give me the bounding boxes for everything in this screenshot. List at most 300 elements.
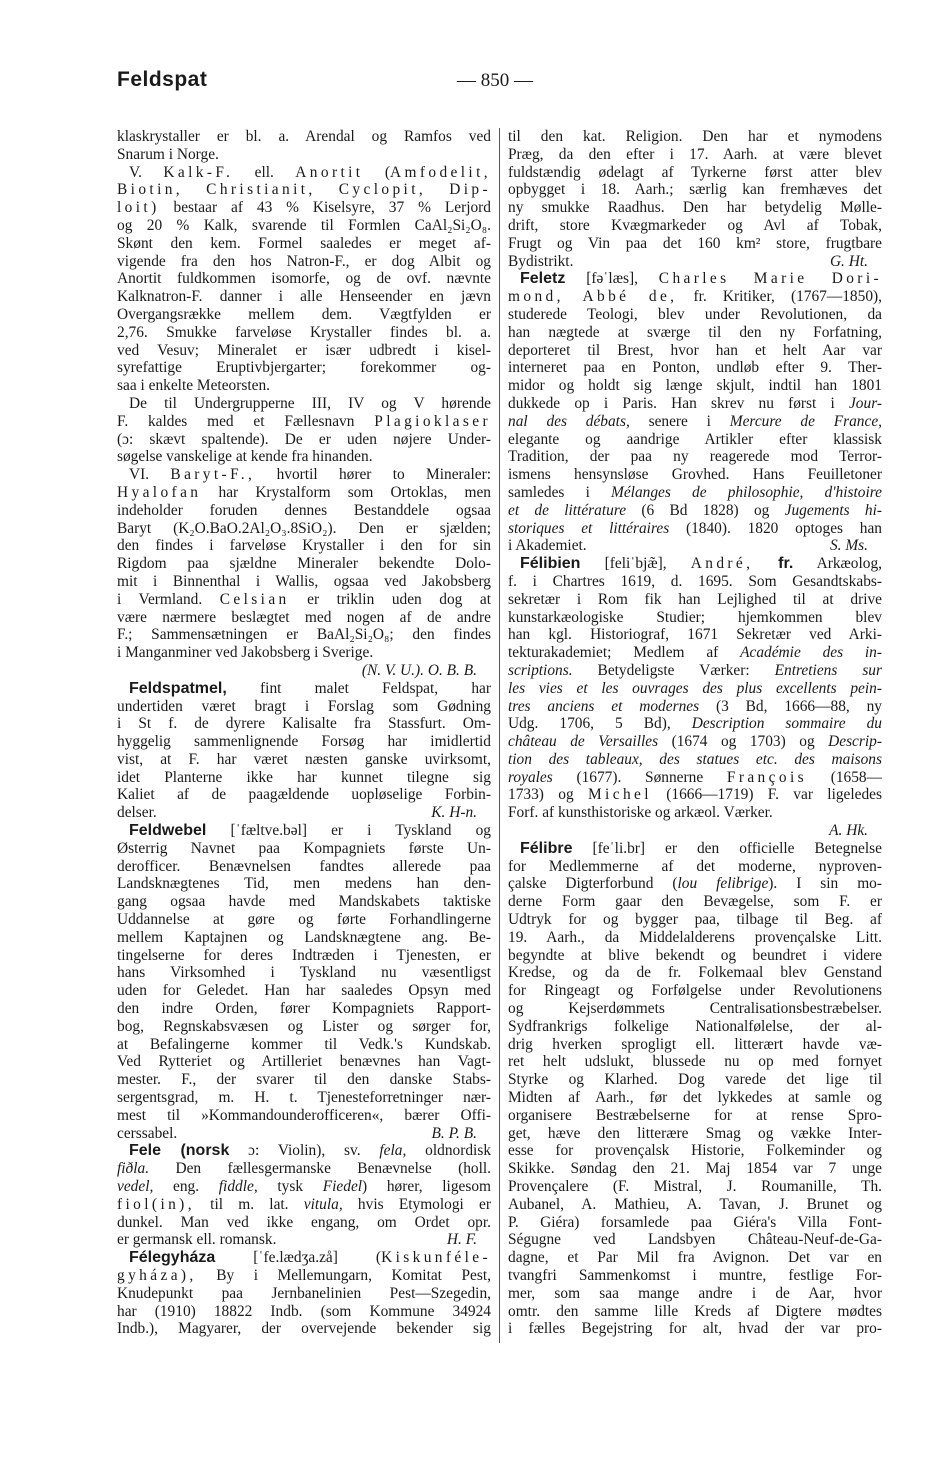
text-line bbox=[508, 1018, 882, 1036]
text-segment: dukkede op i Paris. Han skrev nu først i bbox=[508, 394, 849, 412]
text-segment: (ɔ: skævt spaltende). De er uden nøjere Under- bbox=[117, 430, 491, 448]
spaced-text: mond, Abbé de, bbox=[508, 288, 678, 306]
text-segment: har (1910) 18822 Indb. (som Kommune 34924 bbox=[117, 1302, 491, 1320]
text-line bbox=[508, 342, 882, 360]
text-line bbox=[117, 626, 491, 644]
author-signature-line bbox=[117, 662, 491, 680]
text-line bbox=[508, 270, 882, 288]
text-segment: Bydistrikt. bbox=[508, 252, 574, 270]
text-line bbox=[508, 1231, 882, 1249]
spaced-text: Kalk-F. bbox=[163, 163, 234, 181]
text-line bbox=[508, 751, 882, 769]
text-line bbox=[117, 1000, 491, 1018]
text-segment: ret helt udslukt, blussede nu op med fornyet bbox=[508, 1053, 882, 1071]
text-line bbox=[508, 698, 882, 716]
spaced-text: Michel bbox=[587, 786, 652, 804]
text-segment: Rigdom paa sjældne Mineraler bekendte Dolo- bbox=[117, 555, 491, 573]
text-line bbox=[508, 591, 882, 609]
text-line bbox=[508, 1214, 882, 1232]
spaced-text: André, bbox=[690, 555, 754, 573]
text-segment: A. Hk. bbox=[829, 822, 868, 840]
text-line bbox=[117, 342, 491, 360]
text-line bbox=[508, 288, 882, 306]
text-line bbox=[508, 1036, 882, 1054]
text-segment: samledes i bbox=[508, 483, 612, 501]
text-line bbox=[508, 377, 882, 395]
text-line bbox=[117, 537, 491, 555]
text-segment: (1674 og 1703) og bbox=[658, 733, 829, 751]
text-segment: tingelserne for deres Indtræden i Tjenesten, er bbox=[117, 946, 491, 964]
text-segment: De til Undergrupperne III, IV og V hørende bbox=[129, 394, 491, 412]
text-segment: undertiden været bragt i Forslag som Gødning bbox=[117, 697, 491, 715]
text-segment: fr. Kritiker, (1767—1850), bbox=[677, 288, 882, 306]
text-segment: Den fællesgermanske Benævnelse (holl. bbox=[149, 1160, 491, 1178]
text-line bbox=[117, 804, 491, 822]
text-segment: søgelse vanskelige at kende fra hinanden. bbox=[117, 448, 373, 466]
text-segment: hans Virksomhed i Tyskland nu væsentligst bbox=[117, 964, 491, 982]
text-segment: delser. bbox=[117, 804, 157, 822]
text-segment: Forf. af kunsthistoriske og arkæol. Værker. bbox=[508, 804, 773, 822]
text-segment: Indb.), Magyarer, der overvejende bekender sig bbox=[117, 1320, 491, 1338]
text-line bbox=[508, 609, 882, 627]
text-segment: kunstarkæologiske Studier; hjemkommen blev bbox=[508, 608, 882, 626]
text-line bbox=[117, 1125, 491, 1143]
text-segment: Landsknægtenes Tid, men medens han den- bbox=[117, 875, 491, 893]
text-segment: ismens hensynsløse Grovhed. Hans Feuilletoner bbox=[508, 466, 882, 484]
text-segment: Knudepunkt paa Jernbanelinien Pest—Szegedin, bbox=[117, 1284, 491, 1302]
text-line bbox=[117, 1267, 491, 1285]
text-line bbox=[508, 733, 882, 751]
headword: Feldwebel bbox=[129, 822, 207, 840]
text-line bbox=[508, 235, 882, 253]
text-line bbox=[508, 537, 882, 555]
text-segment: Arkæolog, bbox=[793, 555, 882, 573]
text-line bbox=[508, 1071, 882, 1089]
text-line bbox=[508, 964, 882, 982]
text-line bbox=[508, 715, 882, 733]
text-line bbox=[508, 431, 882, 449]
text-line bbox=[508, 1160, 882, 1178]
text-segment: Baryt (K₂O.BaO.2Al₂O₃.8SiO₂). Den er sjælden; bbox=[117, 519, 491, 537]
italic-text: vedel, bbox=[117, 1178, 154, 1196]
text-segment: er germansk ell. romansk. bbox=[117, 1231, 277, 1249]
text-line bbox=[117, 235, 491, 253]
text-line bbox=[117, 751, 491, 769]
headword: Félibien bbox=[520, 555, 581, 573]
italic-text: Entretiens sur bbox=[774, 661, 882, 679]
text-line bbox=[508, 1320, 882, 1338]
text-segment: ) hører, ligesom bbox=[362, 1178, 491, 1196]
text-segment: esse for provençalsk Historie, Folkeminder og bbox=[508, 1142, 882, 1160]
text-segment: til m. lat. bbox=[194, 1195, 304, 1213]
headword: (norsk bbox=[161, 1142, 230, 1160]
italic-text: tres anciens et modernes bbox=[508, 697, 700, 715]
spaced-text: François bbox=[726, 768, 807, 786]
text-segment: P. Giéra) forsamlede paa Giéra's Villa Font- bbox=[508, 1213, 882, 1231]
text-line bbox=[117, 306, 491, 324]
page-number: — 850 — bbox=[457, 70, 533, 91]
text-line bbox=[117, 1036, 491, 1054]
text-segment: (1840). 1820 optoges han bbox=[669, 519, 882, 537]
text-segment: Tradition, der paa ny reagerede mod Terror- bbox=[508, 448, 882, 466]
text-segment: være nærmere beslægtet med nogen af de andre bbox=[117, 608, 491, 626]
text-line bbox=[508, 217, 882, 235]
spaced-text: loit) bbox=[117, 199, 160, 217]
italic-text: vitula, bbox=[303, 1195, 343, 1213]
text-line bbox=[508, 804, 882, 822]
text-line bbox=[117, 786, 491, 804]
text-segment: ɔ: Violin), sv. bbox=[229, 1142, 380, 1160]
text-line bbox=[508, 520, 882, 538]
text-segment: i St f. de dyrere Kalisalte fra Stassfurt. Om- bbox=[117, 715, 491, 733]
text-line bbox=[117, 502, 491, 520]
text-segment: [fəˈlæs], bbox=[565, 270, 659, 288]
text-line bbox=[508, 893, 882, 911]
text-segment: eng. bbox=[153, 1178, 219, 1196]
text-line bbox=[117, 1214, 491, 1232]
text-line bbox=[117, 1285, 491, 1303]
text-segment: opbygget i 18. Aarh.; særlig kan fremhæves det bbox=[508, 181, 882, 199]
text-line bbox=[117, 715, 491, 733]
text-line bbox=[117, 1249, 491, 1267]
text-segment: drift, store Kvægmarkeder og Avl af Tobak, bbox=[508, 216, 882, 234]
text-segment: 2,76. Smukke farveløse Krystaller findes bl. a. bbox=[117, 323, 491, 341]
text-line bbox=[508, 502, 882, 520]
italic-text: et de littérature bbox=[508, 501, 627, 519]
text-segment: get, hæve den litterære Smag og vække Inter- bbox=[508, 1124, 882, 1142]
text-line bbox=[117, 324, 491, 342]
text-line bbox=[508, 164, 882, 182]
text-line bbox=[117, 769, 491, 787]
text-line bbox=[117, 146, 491, 164]
text-line bbox=[117, 733, 491, 751]
text-line bbox=[508, 413, 882, 431]
text-segment: çalske Digterforbund ( bbox=[508, 875, 678, 893]
text-line bbox=[117, 520, 491, 538]
text-line bbox=[508, 875, 882, 893]
spaced-text: Charles Marie Dori- bbox=[658, 270, 883, 288]
text-line bbox=[508, 840, 882, 858]
spaced-text: Baryt-F., bbox=[170, 466, 256, 484]
text-segment: han nægtede at sværge til den ny Forfatning, bbox=[508, 323, 882, 341]
text-segment: tvangfri Sammenkomst i muntre, festlige For- bbox=[508, 1267, 882, 1284]
text-line bbox=[117, 982, 491, 1000]
author-signature: H. F. bbox=[446, 1231, 477, 1249]
text-line bbox=[508, 324, 882, 342]
italic-text: Descrip- bbox=[828, 733, 882, 751]
spaced-text: Amfodelit, bbox=[390, 163, 491, 181]
author-signature: B. P. B. bbox=[431, 1124, 477, 1142]
text-segment: gang ogsaa havde med Mandskabets taktiske bbox=[117, 893, 491, 911]
text-line bbox=[117, 1018, 491, 1036]
spaced-text: Celsian bbox=[219, 590, 290, 608]
text-line bbox=[508, 680, 882, 698]
text-segment: sergentsgrad, m. H. t. Tjenesteforretninger nær- bbox=[117, 1089, 491, 1107]
text-line bbox=[117, 644, 491, 662]
italic-text: Mercure de France, bbox=[729, 412, 882, 430]
text-segment: elegante og aandrige Artikler efter klassisk bbox=[508, 430, 882, 448]
text-segment: Anortit fuldkommen isomorfe, og de ovf. nævnte bbox=[117, 270, 491, 288]
text-line bbox=[117, 822, 491, 840]
text-line bbox=[508, 448, 882, 466]
text-line bbox=[117, 413, 491, 431]
text-line bbox=[508, 1303, 882, 1321]
text-segment: VI. bbox=[129, 466, 171, 484]
text-segment: og 20 % Kalk, svarende til Formlen CaAl₂Si₂O₈. bbox=[117, 216, 491, 234]
text-segment: [feliˈbjæ̃], bbox=[580, 555, 691, 573]
text-segment: Sydfrankrigs folkelige Nationalfølelse, der al- bbox=[508, 1017, 882, 1035]
text-line bbox=[117, 1196, 491, 1214]
author-signature: K. H-n. bbox=[431, 804, 477, 822]
italic-text: Mélanges de philosophie, d'histoire bbox=[611, 483, 883, 501]
text-segment: Kalknatron-F. danner i alle Henseender en jævn bbox=[117, 288, 491, 306]
column-divider bbox=[499, 128, 500, 1343]
text-line bbox=[508, 1000, 882, 1018]
text-segment: ny smukke Raadhus. Den har betydelig Mølle- bbox=[508, 199, 882, 217]
text-line bbox=[117, 1071, 491, 1089]
text-segment: mellem Kaptajnen og Landsknægtene ang. Be- bbox=[117, 928, 491, 946]
italic-text: scriptions. bbox=[508, 661, 573, 679]
text-segment: [ˈfe.lædʒa.zå] ( bbox=[215, 1249, 382, 1267]
text-line bbox=[117, 1231, 491, 1249]
text-line bbox=[508, 1178, 882, 1196]
text-segment: dagne, et Par Mil fra Avignon. Det var en bbox=[508, 1249, 882, 1267]
text-segment: han kgl. Historiograf, 1671 Sekretær ved Arki- bbox=[508, 626, 882, 644]
text-line bbox=[117, 875, 491, 893]
text-segment: ( bbox=[363, 163, 390, 181]
text-line bbox=[117, 698, 491, 716]
text-segment: (1658— bbox=[806, 768, 882, 786]
text-line bbox=[117, 555, 491, 573]
text-segment: V. bbox=[129, 163, 164, 181]
text-line bbox=[117, 947, 491, 965]
text-segment: i Manganminer ved Jakobsberg i Sverige. bbox=[117, 644, 374, 662]
text-segment: omtr. den samme lille Kreds af Digtere mødtes bbox=[508, 1302, 882, 1320]
text-segment: (6 Bd 1828) og bbox=[626, 501, 785, 519]
text-line bbox=[508, 982, 882, 1000]
text-segment: den indre Orden, fører Kompagniets Rapport- bbox=[117, 1000, 491, 1018]
spaced-text: Hyalofan bbox=[117, 483, 202, 501]
text-line bbox=[508, 466, 882, 484]
text-segment: vist, at F. har været næsten ganske uvirksomt, bbox=[117, 750, 491, 768]
text-segment: Kredse, og da de fr. Folkemaal blev Genstand bbox=[508, 964, 882, 982]
text-line bbox=[508, 1285, 882, 1303]
text-segment: Midten af Aarh., før det lykkedes at samle og bbox=[508, 1089, 882, 1107]
text-segment: interneret paa en Ponton, undløb efter 9. Ther- bbox=[508, 359, 882, 377]
text-segment: Udtryk for og bygger paa, tilbage til Beg. af bbox=[508, 911, 882, 929]
text-segment: saa i enkelte Meteorsten. bbox=[117, 377, 270, 395]
text-segment: at Befalingerne kommer til Vedk.'s Kundskab. bbox=[117, 1035, 491, 1053]
text-line bbox=[508, 947, 882, 965]
text-segment: har Krystalform som Ortoklas, men bbox=[201, 483, 491, 501]
text-segment: derofficer. Benævnelsen fandtes allerede paa bbox=[117, 857, 491, 875]
italic-text: storiques et littéraires bbox=[508, 519, 670, 537]
text-line bbox=[117, 377, 491, 395]
text-segment: for Ringeagt og Forfølgelse under Revolutionens bbox=[508, 982, 882, 1000]
headword: Félibre bbox=[520, 839, 573, 857]
text-segment: uden for Geledet. Han har saaledes Opsyn med bbox=[117, 982, 491, 1000]
spaced-text: Plagioklaser bbox=[374, 412, 491, 430]
text-line bbox=[117, 288, 491, 306]
text-line bbox=[117, 128, 491, 146]
text-segment: syrefattige Eruptivbjergarter; forekommer og- bbox=[117, 359, 491, 377]
text-line bbox=[508, 1249, 882, 1267]
author-signature: G. Ht. bbox=[829, 252, 868, 270]
text-line bbox=[508, 644, 882, 662]
text-segment: sekretær i Rom fik han Lejlighed til at drive bbox=[508, 590, 882, 608]
running-head: Feldspat bbox=[117, 68, 208, 91]
text-line bbox=[117, 680, 491, 698]
italic-text: château de Versailles bbox=[508, 733, 659, 751]
text-line bbox=[117, 1053, 491, 1071]
headword: Feletz bbox=[520, 270, 566, 288]
italic-text: Jugements hi- bbox=[784, 501, 883, 519]
italic-text: Académie des in- bbox=[740, 644, 883, 662]
text-line bbox=[117, 964, 491, 982]
text-segment: i Vermland. bbox=[117, 590, 220, 608]
text-segment: ved Vesuv; Mineralet er især udbredt i kisel- bbox=[117, 341, 491, 359]
text-segment: (1677). Sønnerne bbox=[552, 768, 727, 786]
text-segment: den findes i farveløse Krystaller i den for sin bbox=[117, 537, 491, 555]
text-line bbox=[508, 555, 882, 573]
text-segment: organisere Bestræbelserne for at rense Spro- bbox=[508, 1106, 882, 1124]
text-line bbox=[508, 1053, 882, 1071]
text-segment: Styrke og Klarhed. Dog varede det lige til bbox=[508, 1071, 882, 1089]
italic-text: fiddle, bbox=[218, 1178, 258, 1196]
italic-text: Fiedel bbox=[322, 1178, 363, 1196]
text-line bbox=[508, 1196, 882, 1214]
text-segment: hvortil hører to Mineraler: bbox=[255, 466, 492, 484]
text-line bbox=[117, 929, 491, 947]
text-segment: og Kejserdømmets Centralisationsbestræbelser. bbox=[508, 1000, 882, 1018]
text-segment: (1666—1719) F. var ligeledes bbox=[651, 786, 883, 804]
text-line bbox=[117, 466, 491, 484]
text-line bbox=[117, 1142, 491, 1160]
text-line bbox=[508, 253, 882, 271]
text-segment: bog, Regnskabsvæsen og Lister og sørger for, bbox=[117, 1017, 491, 1035]
italic-text: nal des débats, bbox=[508, 412, 630, 430]
text-segment: (3 Bd, 1666—88, ny bbox=[699, 697, 882, 715]
text-segment: 19. Aarh., da Middelalderens provençalske Litt. bbox=[508, 928, 882, 946]
text-segment: Skønt den kem. Formel saaledes er meget af- bbox=[117, 234, 491, 252]
text-line bbox=[117, 181, 491, 199]
text-segment: 1733) og bbox=[508, 786, 588, 804]
text-line bbox=[508, 573, 882, 591]
text-line bbox=[117, 573, 491, 591]
text-segment: klaskrystaller er bl. a. Arendal og Ramfos ved bbox=[117, 128, 491, 145]
text-segment: vigende fra den hos Natron-F., er dog Albit og bbox=[117, 252, 491, 270]
text-segment: midor og holdt sig længe skjult, indtil han 1801 bbox=[508, 377, 882, 395]
text-line bbox=[117, 840, 491, 858]
headword: Feldspatmel, bbox=[129, 679, 227, 697]
text-segment: Overgangsrække mellem dem. Vægtfylden er bbox=[117, 305, 491, 323]
text-segment: for Medlemmerne af det moderne, nyproven- bbox=[508, 857, 882, 875]
text-line bbox=[508, 181, 882, 199]
italic-text: fiðla. bbox=[117, 1160, 150, 1178]
text-segment: [feˈli.br] er den officielle Betegnelse bbox=[572, 839, 882, 857]
text-segment: Ségugne ved Landsbyen Château-Neuf-de-Ga- bbox=[508, 1231, 882, 1249]
text-line bbox=[508, 858, 882, 876]
text-line bbox=[117, 1303, 491, 1321]
text-segment: tysk bbox=[257, 1178, 323, 1196]
text-line bbox=[117, 591, 491, 609]
left-column bbox=[117, 128, 491, 1338]
text-line bbox=[117, 270, 491, 288]
text-segment: bestaar af 43 % Kiselsyre, 37 % Lerjord bbox=[159, 199, 491, 217]
text-segment: Uddannelse at gøre og førte Forhandlingerne bbox=[117, 911, 491, 929]
text-line bbox=[117, 359, 491, 377]
text-line bbox=[508, 769, 882, 787]
text-line bbox=[117, 199, 491, 217]
text-line bbox=[117, 858, 491, 876]
text-segment: mest til »Kommandounderofficeren«, bærer Offi- bbox=[117, 1106, 491, 1124]
text-segment: i fælles Begejstring for alt, hvad der var pro- bbox=[508, 1320, 882, 1338]
text-segment: Betydeligste Værker: bbox=[572, 661, 775, 679]
text-line bbox=[117, 448, 491, 466]
text-segment: Kaliet af de paagældende uopløselige Forbin- bbox=[117, 786, 491, 804]
text-line bbox=[508, 1267, 882, 1285]
text-segment: derne Form gaar den Bevægelse, som F. er bbox=[508, 893, 882, 911]
text-line bbox=[117, 1107, 491, 1125]
text-segment: Snarum i Norge. bbox=[117, 145, 219, 163]
text-line bbox=[117, 253, 491, 271]
text-segment: Ved Rytteriet og Artilleriet benævnes han Vagt- bbox=[117, 1053, 491, 1071]
text-segment: Udg. 1706, 5 Bd), bbox=[508, 715, 692, 733]
spaced-text: Anortit bbox=[295, 163, 364, 181]
text-segment: ell. bbox=[233, 163, 296, 181]
italic-text: tion des tableaux, des statues etc. des maisons bbox=[508, 750, 882, 768]
text-line bbox=[508, 395, 882, 413]
text-segment: mester. F., der svarer til den danske Stabs- bbox=[117, 1071, 491, 1089]
headword: Fele bbox=[129, 1142, 162, 1160]
text-segment: senere i bbox=[629, 412, 730, 430]
text-line bbox=[117, 395, 491, 413]
text-line bbox=[117, 431, 491, 449]
spaced-text: fiol(in), bbox=[117, 1195, 195, 1213]
text-segment: Skikke. Søndag den 21. Maj 1854 var 7 unge bbox=[508, 1160, 882, 1178]
italic-text: les vies et les ouvrages des plus excellents pein- bbox=[508, 679, 882, 697]
text-segment: i Akademiet. bbox=[508, 537, 587, 555]
text-segment: Præg, da den efter i 17. Aarh. at være blevet bbox=[508, 145, 882, 163]
text-line bbox=[117, 1089, 491, 1107]
text-segment: (N. V. U.). O. B. B. bbox=[361, 661, 477, 679]
text-segment: begyndte at blive bekendt og beundret i videre bbox=[508, 946, 882, 964]
text-segment: fint malet Feldspat, har bbox=[226, 679, 491, 697]
author-signature-line bbox=[508, 822, 882, 840]
text-line bbox=[508, 929, 882, 947]
text-segment: deporteret til Brest, hvor han et helt Aar var bbox=[508, 341, 882, 359]
text-segment: Provençalere (F. Mistral, J. Roumanille, Th. bbox=[508, 1178, 882, 1196]
text-line bbox=[508, 359, 882, 377]
text-segment: er triklin uden dog at bbox=[289, 590, 491, 608]
text-segment: Østerrig Navnet paa Kompagniets første Un- bbox=[117, 839, 491, 857]
text-line bbox=[508, 306, 882, 324]
text-segment: F. kaldes med et Fællesnavn bbox=[117, 412, 375, 430]
text-line bbox=[508, 662, 882, 680]
text-segment: Aubanel, A. Mathieu, A. Tavan, J. Brunet og bbox=[508, 1195, 882, 1213]
text-line bbox=[117, 893, 491, 911]
text-line bbox=[508, 786, 882, 804]
spaced-text: gyháza), bbox=[117, 1267, 197, 1284]
italic-text: lou felibrige bbox=[677, 875, 769, 893]
text-segment: Frugt og Vin paa det 160 km² store, frugtbare bbox=[508, 234, 882, 252]
text-segment: dunkel. Man ved ikke engang, om Ordet opr. bbox=[117, 1213, 491, 1231]
text-segment: [ˈfæltve.bəl] er i Tyskland og bbox=[206, 822, 491, 840]
text-segment: f. i Chartres 1619, d. 1695. Som Gesandtskabs- bbox=[508, 572, 882, 590]
text-line bbox=[508, 1142, 882, 1160]
italic-text: fela, bbox=[379, 1142, 407, 1160]
text-line bbox=[117, 1160, 491, 1178]
